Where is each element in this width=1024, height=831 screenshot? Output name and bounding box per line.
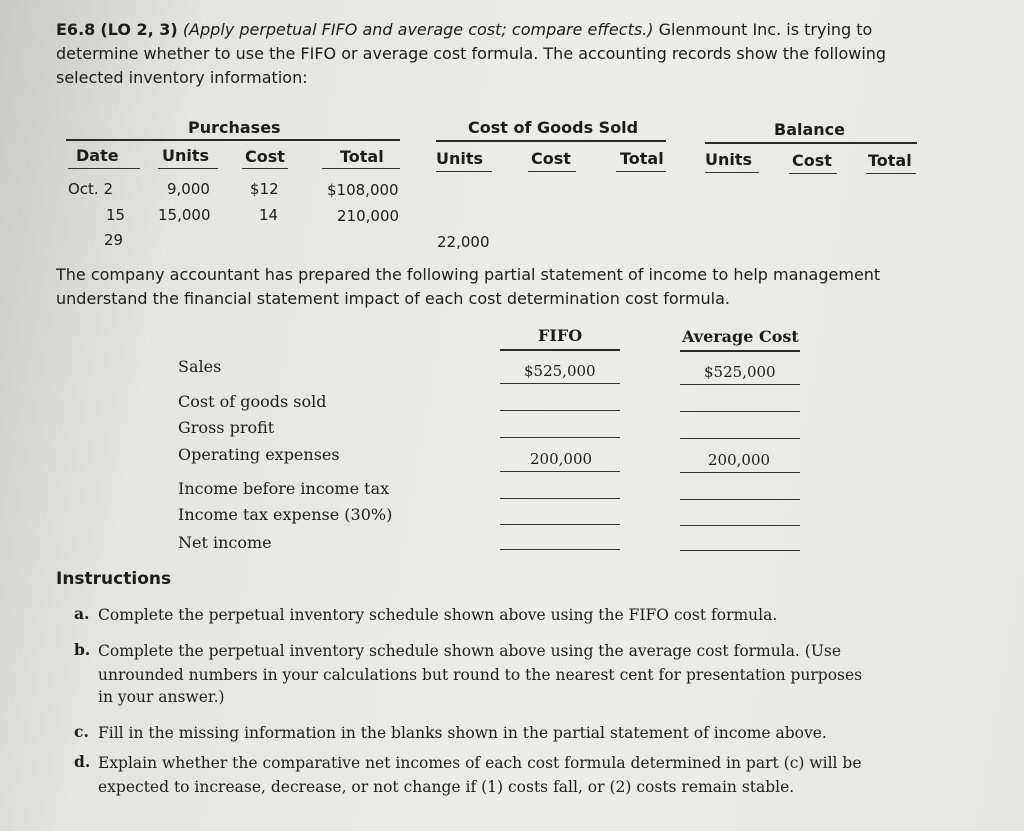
col-purchase-units: Units — [162, 146, 210, 165]
statement-col-fifo: FIFO — [538, 326, 583, 345]
instruction-d-line-2: expected to increase, decrease, or not change if (1) costs fall, or (2) costs remain stable. — [98, 778, 795, 796]
stmt-label-income-before-tax: Income before income tax — [178, 479, 390, 498]
instruction-d-line-1: Explain whether the comparative net incomes of each cost formula determined in part (c) will be — [98, 754, 862, 772]
instruction-d-letter: d. — [74, 752, 91, 771]
col-balance-units: Units — [705, 150, 753, 169]
instruction-b-letter: b. — [74, 640, 91, 659]
row-2-p-units: 15,000 — [158, 206, 211, 224]
instruction-c-line-1: Fill in the missing information in the blanks shown in the partial statement of income above. — [98, 724, 827, 742]
rule-avg-operating-expenses — [680, 472, 800, 473]
intro-line-3: selected inventory information: — [56, 68, 308, 87]
col-cogs-total: Total — [620, 149, 664, 168]
intro-line-2: determine whether to use the FIFO or average cost formula. The accounting records show the following — [56, 44, 887, 63]
stmt-fifo-operating-expenses: 200,000 — [530, 450, 593, 468]
stmt-label-sales: Sales — [178, 357, 222, 376]
group-purchases: Purchases — [188, 118, 281, 137]
blank-fifo-income-tax — [500, 524, 620, 525]
statement-intro-line-2: understand the financial statement impact of each cost determination cost formula. — [56, 289, 730, 308]
rule-col-p-cost — [242, 168, 288, 169]
row-3-c-units: 22,000 — [437, 233, 490, 251]
row-2-date: 15 — [106, 206, 126, 224]
rule-fifo-sales — [500, 383, 620, 384]
col-purchase-cost: Cost — [245, 147, 285, 166]
instruction-c-letter: c. — [74, 722, 89, 741]
row-1-p-total: $108,000 — [327, 181, 399, 199]
stmt-label-net-income: Net income — [178, 533, 272, 552]
stmt-label-gross-profit: Gross profit — [178, 418, 275, 437]
row-1-p-units: 9,000 — [167, 180, 210, 198]
stmt-label-cogs: Cost of goods sold — [178, 392, 327, 411]
stmt-avg-sales: $525,000 — [704, 363, 776, 381]
rule-fifo-operating-expenses — [500, 471, 620, 472]
col-date: Date — [76, 146, 119, 165]
problem-lo: (LO 2, 3) — [100, 20, 178, 39]
group-cogs: Cost of Goods Sold — [468, 118, 639, 137]
problem-topic: (Apply perpetual FIFO and average cost; compare effects.) — [182, 20, 654, 39]
rule-col-b-total — [866, 173, 916, 174]
rule-col-c-units — [436, 171, 492, 172]
col-balance-cost: Cost — [792, 151, 832, 170]
row-2-p-cost: 14 — [259, 206, 279, 224]
rule-avg-header — [680, 350, 800, 352]
rule-col-b-cost — [789, 173, 837, 174]
rule-purchases-group — [66, 139, 400, 141]
blank-fifo-net-income — [500, 549, 620, 550]
instruction-b-line-3: in your answer.) — [98, 688, 225, 706]
stmt-avg-operating-expenses: 200,000 — [708, 451, 771, 469]
blank-avg-income-tax — [680, 525, 800, 526]
rule-col-date — [68, 168, 140, 169]
blank-avg-net-income — [680, 550, 800, 551]
instructions-heading: Instructions — [56, 569, 172, 589]
stmt-fifo-sales: $525,000 — [524, 362, 596, 380]
instruction-b-line-1: Complete the perpetual inventory schedule shown above using the average cost formula. (Use — [98, 642, 842, 660]
col-balance-total: Total — [868, 151, 912, 170]
col-cogs-units: Units — [436, 149, 484, 168]
row-1-p-cost: $12 — [250, 180, 279, 198]
rule-col-c-total — [616, 171, 666, 172]
blank-fifo-gross-profit — [500, 437, 620, 438]
stmt-label-income-tax: Income tax expense (30%) — [178, 505, 393, 524]
rule-balance-group — [705, 142, 917, 144]
problem-code: E6.8 — [56, 20, 96, 39]
blank-avg-income-before-tax — [680, 499, 800, 500]
rule-col-p-total — [322, 168, 400, 169]
col-purchase-total: Total — [340, 147, 384, 166]
statement-intro-line-1: The company accountant has prepared the following partial statement of income to help management — [56, 265, 881, 284]
instruction-b-line-2: unrounded numbers in your calculations but round to the nearest cent for presentation purposes — [98, 666, 863, 684]
rule-col-c-cost — [528, 171, 576, 172]
intro-line-1 — [56, 18, 956, 42]
rule-fifo-header — [500, 349, 620, 351]
blank-fifo-income-before-tax — [500, 498, 620, 499]
group-balance: Balance — [774, 120, 845, 139]
row-3-date: 29 — [104, 231, 124, 249]
rule-col-b-units — [705, 172, 759, 173]
rule-avg-sales — [680, 384, 800, 385]
rule-cogs-group — [436, 140, 666, 142]
blank-avg-cogs — [680, 411, 800, 412]
row-1-date: Oct. 2 — [68, 180, 114, 198]
rule-col-p-units — [158, 168, 218, 169]
stmt-label-operating-expenses: Operating expenses — [178, 445, 340, 464]
statement-col-average-cost: Average Cost — [682, 327, 799, 346]
problem-intro — [56, 18, 956, 90]
row-2-p-total: 210,000 — [337, 207, 400, 225]
blank-avg-gross-profit — [680, 438, 800, 439]
intro-line-1-rest: Glenmount Inc. is trying to — [658, 20, 873, 39]
col-cogs-cost: Cost — [531, 149, 571, 168]
instruction-a-line-1: Complete the perpetual inventory schedule shown above using the FIFO cost formula. — [98, 606, 778, 624]
instruction-a-letter: a. — [74, 604, 90, 623]
blank-fifo-cogs — [500, 410, 620, 411]
